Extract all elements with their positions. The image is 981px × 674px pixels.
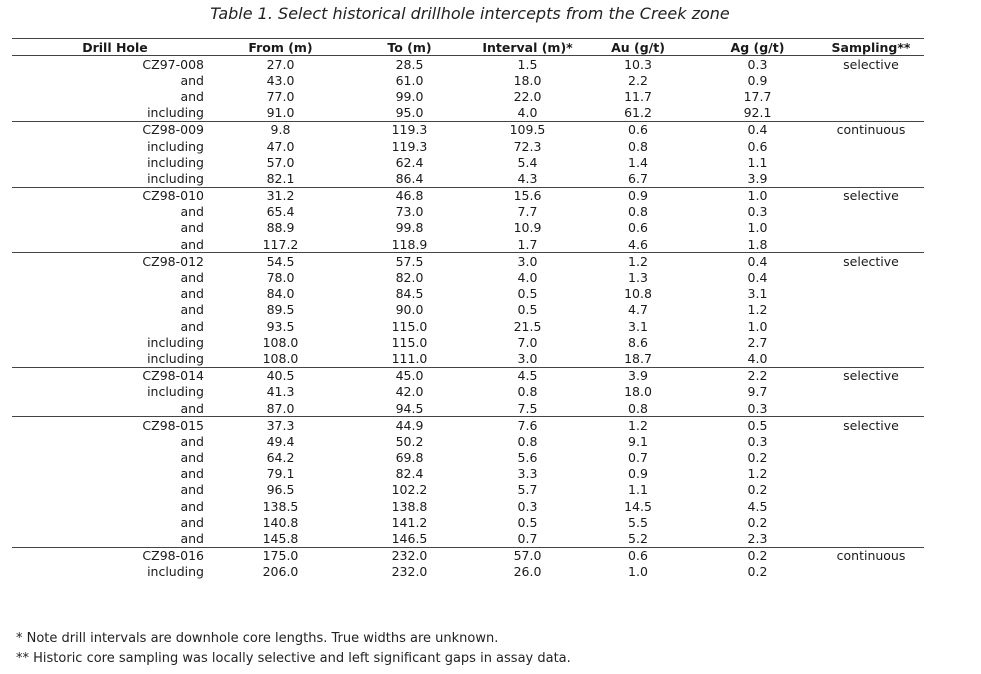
cell-au: 0.6 xyxy=(628,548,648,564)
cell-interval: 26.0 xyxy=(513,564,542,580)
cell-from: 40.5 xyxy=(266,368,295,384)
cell-ag: 0.9 xyxy=(747,72,768,88)
cell-ag: 0.4 xyxy=(747,253,768,269)
cell-ag: 0.3 xyxy=(747,204,768,220)
cell-ag: 2.2 xyxy=(747,368,768,384)
cell-sampling: selective xyxy=(843,368,899,384)
col-header-from: From (m) xyxy=(218,39,343,56)
cell-ag: 9.7 xyxy=(747,384,768,400)
cell-interval: 7.0 xyxy=(517,334,538,350)
cell-ag: 1.8 xyxy=(697,236,818,253)
cell-to: 90.0 xyxy=(395,302,424,318)
cell-from: 108.0 xyxy=(218,350,343,367)
cell-from: 54.5 xyxy=(266,253,295,269)
cell-sampling xyxy=(818,286,924,302)
cell-ag: 0.3 xyxy=(697,400,818,417)
cell-interval: 5.4 xyxy=(517,154,538,170)
cell-from: 140.8 xyxy=(262,514,299,530)
cell-sampling xyxy=(818,450,924,466)
cell-from: 47.0 xyxy=(266,138,295,154)
cell-from: 57.0 xyxy=(266,154,295,170)
cell-sampling: continuous xyxy=(836,548,906,564)
cell-au: 1.0 xyxy=(628,564,648,580)
cell-drill-hole: including xyxy=(147,564,204,580)
cell-interval: 21.5 xyxy=(513,318,542,334)
cell-interval: 5.6 xyxy=(517,450,538,466)
cell-to: 86.4 xyxy=(343,170,476,187)
cell-to: 82.0 xyxy=(395,270,424,286)
cell-drill-hole: including xyxy=(12,350,218,367)
cell-au: 10.8 xyxy=(624,286,652,302)
cell-ag: 0.2 xyxy=(747,564,768,580)
table-row xyxy=(12,530,924,547)
cell-au: 1.3 xyxy=(628,270,648,286)
cell-ag: 1.2 xyxy=(747,302,768,318)
cell-ag: 17.7 xyxy=(743,88,772,104)
cell-to: 69.8 xyxy=(395,450,424,466)
cell-ag: 0.4 xyxy=(747,270,768,286)
table-row xyxy=(12,350,924,367)
table-row xyxy=(12,547,924,564)
cell-interval: 0.8 xyxy=(517,433,538,449)
cell-from: 93.5 xyxy=(266,318,295,334)
cell-to: 73.0 xyxy=(395,204,424,220)
cell-interval: 22.0 xyxy=(513,88,542,104)
table-row xyxy=(12,138,924,154)
cell-interval: 1.7 xyxy=(476,236,579,253)
cell-interval: 3.0 xyxy=(517,253,538,269)
table-caption: Table 1. Select historical drillhole intercepts from the Creek zone xyxy=(210,4,730,23)
cell-interval: 0.8 xyxy=(517,384,538,400)
cell-sampling xyxy=(818,88,924,104)
cell-to: 46.8 xyxy=(395,188,424,204)
cell-interval: 72.3 xyxy=(513,138,542,154)
cell-interval: 4.0 xyxy=(476,105,579,122)
cell-au: 2.2 xyxy=(628,72,648,88)
cell-drill-hole: CZ98-010 xyxy=(142,188,204,204)
cell-drill-hole: including xyxy=(147,384,204,400)
cell-sampling: selective xyxy=(843,56,899,72)
cell-interval: 7.6 xyxy=(517,417,538,433)
table-row xyxy=(12,154,924,170)
cell-sampling xyxy=(818,498,924,514)
cell-from: 117.2 xyxy=(218,236,343,253)
cell-interval: 7.5 xyxy=(476,400,579,417)
cell-interval: 10.9 xyxy=(513,220,542,236)
cell-au: 1.2 xyxy=(628,253,648,269)
cell-ag: 0.3 xyxy=(747,433,768,449)
cell-from: 91.0 xyxy=(218,105,343,122)
cell-sampling xyxy=(818,318,924,334)
cell-sampling: selective xyxy=(843,417,899,433)
cell-au: 6.7 xyxy=(579,170,697,187)
cell-sampling: selective xyxy=(843,253,899,269)
cell-ag: 92.1 xyxy=(697,105,818,122)
cell-drill-hole: and xyxy=(180,482,204,498)
cell-ag: 4.0 xyxy=(697,350,818,367)
cell-from: 88.9 xyxy=(266,220,295,236)
footnotes xyxy=(16,629,571,669)
cell-au: 1.4 xyxy=(628,154,648,170)
table-row xyxy=(12,56,924,73)
cell-sampling xyxy=(818,138,924,154)
table-row xyxy=(12,286,924,302)
cell-au: 1.2 xyxy=(628,417,648,433)
cell-drill-hole: including xyxy=(147,138,204,154)
cell-au: 4.6 xyxy=(579,236,697,253)
cell-ag: 0.6 xyxy=(747,138,768,154)
cell-drill-hole: and xyxy=(180,450,204,466)
table-row xyxy=(12,88,924,104)
cell-drill-hole: and xyxy=(180,286,204,302)
cell-interval: 5.7 xyxy=(517,482,538,498)
cell-interval: 0.5 xyxy=(517,286,538,302)
cell-ag: 1.0 xyxy=(747,318,768,334)
cell-to: 99.8 xyxy=(395,220,424,236)
cell-sampling xyxy=(818,400,924,417)
cell-to: 94.5 xyxy=(343,400,476,417)
cell-to: 82.4 xyxy=(395,466,424,482)
cell-ag: 0.2 xyxy=(747,514,768,530)
cell-drill-hole: and xyxy=(180,433,204,449)
cell-drill-hole: and xyxy=(180,270,204,286)
cell-from: 145.8 xyxy=(218,530,343,547)
footnote-interval: * Note drill intervals are downhole core lengths. True widths are unknown. xyxy=(16,631,499,646)
cell-sampling xyxy=(818,204,924,220)
table-row xyxy=(12,564,924,580)
cell-au: 18.7 xyxy=(579,350,697,367)
cell-to: 115.0 xyxy=(391,334,428,350)
cell-to: 115.0 xyxy=(391,318,428,334)
table-row xyxy=(12,105,924,122)
cell-drill-hole: and xyxy=(180,220,204,236)
cell-drill-hole: and xyxy=(180,318,204,334)
cell-ag: 0.2 xyxy=(747,450,768,466)
table-row xyxy=(12,220,924,236)
cell-drill-hole: CZ98-014 xyxy=(142,368,204,384)
cell-au: 0.9 xyxy=(628,188,648,204)
cell-ag: 0.2 xyxy=(747,482,768,498)
cell-au: 18.0 xyxy=(624,384,652,400)
col-header-to: To (m) xyxy=(343,39,476,56)
cell-from: 206.0 xyxy=(262,564,299,580)
cell-to: 44.9 xyxy=(395,417,424,433)
cell-sampling xyxy=(818,384,924,400)
cell-ag: 2.7 xyxy=(747,334,768,350)
cell-from: 82.1 xyxy=(218,170,343,187)
cell-to: 61.0 xyxy=(395,72,424,88)
cell-to: 119.3 xyxy=(391,122,428,138)
cell-to: 99.0 xyxy=(395,88,424,104)
table-row xyxy=(12,318,924,334)
cell-to: 138.8 xyxy=(391,498,428,514)
table-row xyxy=(12,450,924,466)
cell-interval: 3.3 xyxy=(517,466,538,482)
cell-to: 84.5 xyxy=(395,286,424,302)
cell-interval: 0.5 xyxy=(517,302,538,318)
cell-sampling xyxy=(818,482,924,498)
table-row xyxy=(12,466,924,482)
table-row xyxy=(12,384,924,400)
table-row xyxy=(12,269,924,285)
cell-ag: 3.9 xyxy=(697,170,818,187)
cell-from: 78.0 xyxy=(266,270,295,286)
cell-sampling xyxy=(818,433,924,449)
table-row xyxy=(12,334,924,350)
cell-from: 96.5 xyxy=(266,482,295,498)
cell-drill-hole: CZ98-016 xyxy=(142,548,204,564)
cell-sampling xyxy=(818,154,924,170)
cell-drill-hole: and xyxy=(180,498,204,514)
cell-ag: 0.3 xyxy=(747,56,768,72)
cell-drill-hole: and xyxy=(12,236,218,253)
cell-au: 0.6 xyxy=(628,220,648,236)
cell-sampling xyxy=(818,170,924,187)
table-row xyxy=(12,514,924,530)
cell-drill-hole: and xyxy=(180,88,204,104)
table-row xyxy=(12,187,924,204)
table-row xyxy=(12,72,924,88)
cell-ag: 3.1 xyxy=(747,286,768,302)
cell-from: 89.5 xyxy=(266,302,295,318)
cell-to: 45.0 xyxy=(395,368,424,384)
table-row xyxy=(12,170,924,187)
table-row xyxy=(12,367,924,384)
cell-sampling xyxy=(818,350,924,367)
table-row xyxy=(12,400,924,417)
cell-ag: 0.4 xyxy=(747,122,768,138)
cell-au: 10.3 xyxy=(624,56,652,72)
cell-from: 65.4 xyxy=(266,204,295,220)
cell-drill-hole: and xyxy=(180,514,204,530)
cell-drill-hole: and xyxy=(180,302,204,318)
header-row xyxy=(12,39,924,56)
cell-sampling xyxy=(818,236,924,253)
cell-interval: 0.7 xyxy=(476,530,579,547)
cell-to: 102.2 xyxy=(391,482,428,498)
cell-au: 8.6 xyxy=(628,334,648,350)
cell-ag: 4.5 xyxy=(747,498,768,514)
cell-ag: 0.5 xyxy=(747,417,768,433)
cell-to: 28.5 xyxy=(395,56,424,72)
cell-ag: 0.2 xyxy=(747,548,768,564)
cell-au: 0.8 xyxy=(628,204,648,220)
cell-sampling xyxy=(818,72,924,88)
cell-drill-hole: and xyxy=(180,466,204,482)
cell-ag: 2.3 xyxy=(697,530,818,547)
cell-to: 146.5 xyxy=(343,530,476,547)
cell-to: 42.0 xyxy=(395,384,424,400)
cell-au: 3.1 xyxy=(628,318,648,334)
cell-au: 0.8 xyxy=(628,138,648,154)
table-row xyxy=(12,236,924,253)
cell-ag: 1.0 xyxy=(747,220,768,236)
cell-sampling: selective xyxy=(843,188,899,204)
cell-sampling xyxy=(818,105,924,122)
cell-au: 9.1 xyxy=(628,433,648,449)
col-header-ag: Ag (g/t) xyxy=(697,39,818,56)
cell-au: 0.6 xyxy=(628,122,648,138)
table-row xyxy=(12,204,924,220)
cell-ag: 1.1 xyxy=(747,154,768,170)
cell-sampling xyxy=(818,220,924,236)
cell-interval: 57.0 xyxy=(513,548,542,564)
cell-to: 232.0 xyxy=(391,564,428,580)
table-row xyxy=(12,302,924,318)
cell-drill-hole: including xyxy=(12,170,218,187)
cell-to: 119.3 xyxy=(391,138,428,154)
cell-sampling xyxy=(818,302,924,318)
cell-au: 0.8 xyxy=(579,400,697,417)
cell-to: 232.0 xyxy=(391,548,428,564)
cell-from: 138.5 xyxy=(262,498,299,514)
table-row xyxy=(12,482,924,498)
col-header-au: Au (g/t) xyxy=(579,39,697,56)
cell-to: 57.5 xyxy=(395,253,424,269)
cell-drill-hole: and xyxy=(180,72,204,88)
footnote-sampling: ** Historic core sampling was locally selective and left significant gaps in assay data. xyxy=(16,651,571,666)
cell-from: 77.0 xyxy=(266,88,295,104)
cell-au: 1.1 xyxy=(628,482,648,498)
cell-from: 31.2 xyxy=(266,188,295,204)
cell-from: 41.3 xyxy=(266,384,295,400)
cell-ag: 1.2 xyxy=(747,466,768,482)
cell-sampling: continuous xyxy=(836,122,906,138)
cell-to: 95.0 xyxy=(343,105,476,122)
cell-drill-hole: and xyxy=(12,400,218,417)
cell-au: 14.5 xyxy=(624,498,652,514)
cell-drill-hole: CZ98-015 xyxy=(142,417,204,433)
cell-from: 79.1 xyxy=(266,466,295,482)
cell-drill-hole: including xyxy=(147,154,204,170)
cell-interval: 3.0 xyxy=(476,350,579,367)
cell-interval: 1.5 xyxy=(517,56,538,72)
table-row xyxy=(12,417,924,434)
cell-to: 111.0 xyxy=(343,350,476,367)
cell-au: 4.7 xyxy=(628,302,648,318)
cell-drill-hole: CZ98-009 xyxy=(142,122,204,138)
cell-interval: 18.0 xyxy=(513,72,542,88)
cell-interval: 0.5 xyxy=(517,514,538,530)
table-row xyxy=(12,253,924,270)
cell-from: 43.0 xyxy=(266,72,295,88)
cell-au: 5.2 xyxy=(579,530,697,547)
cell-drill-hole: including xyxy=(12,105,218,122)
cell-from: 64.2 xyxy=(266,450,295,466)
col-header-interval: Interval (m)* xyxy=(476,39,579,56)
cell-interval: 4.5 xyxy=(517,368,538,384)
col-header-drill-hole: Drill Hole xyxy=(12,39,218,56)
table-row xyxy=(12,121,924,138)
cell-drill-hole: and xyxy=(12,530,218,547)
cell-from: 87.0 xyxy=(218,400,343,417)
cell-from: 84.0 xyxy=(266,286,295,302)
cell-au: 0.9 xyxy=(628,466,648,482)
cell-from: 175.0 xyxy=(262,548,299,564)
intercepts-table xyxy=(12,38,924,580)
cell-drill-hole: including xyxy=(147,334,204,350)
cell-from: 9.8 xyxy=(270,122,291,138)
table-row xyxy=(12,433,924,449)
cell-drill-hole: and xyxy=(180,204,204,220)
cell-to: 141.2 xyxy=(391,514,428,530)
cell-sampling xyxy=(818,466,924,482)
cell-from: 37.3 xyxy=(266,417,295,433)
cell-sampling xyxy=(818,530,924,547)
cell-interval: 7.7 xyxy=(517,204,538,220)
cell-from: 49.4 xyxy=(266,433,295,449)
cell-drill-hole: CZ97-008 xyxy=(142,56,204,72)
cell-au: 11.7 xyxy=(624,88,652,104)
cell-sampling xyxy=(818,514,924,530)
cell-interval: 15.6 xyxy=(513,188,542,204)
cell-au: 3.9 xyxy=(628,368,648,384)
cell-interval: 0.3 xyxy=(517,498,538,514)
cell-interval: 4.0 xyxy=(517,270,538,286)
cell-interval: 4.3 xyxy=(476,170,579,187)
cell-au: 0.7 xyxy=(628,450,648,466)
table-row xyxy=(12,498,924,514)
cell-drill-hole: CZ98-012 xyxy=(142,253,204,269)
cell-sampling xyxy=(818,564,924,580)
cell-au: 61.2 xyxy=(579,105,697,122)
cell-from: 108.0 xyxy=(262,334,299,350)
cell-to: 118.9 xyxy=(343,236,476,253)
col-header-sampling: Sampling** xyxy=(818,39,924,56)
cell-au: 5.5 xyxy=(628,514,648,530)
cell-to: 62.4 xyxy=(395,154,424,170)
cell-from: 27.0 xyxy=(266,56,295,72)
table-body xyxy=(12,56,924,581)
cell-to: 50.2 xyxy=(395,433,424,449)
cell-ag: 1.0 xyxy=(747,188,768,204)
cell-sampling xyxy=(818,334,924,350)
cell-interval: 109.5 xyxy=(509,122,546,138)
cell-sampling xyxy=(818,269,924,285)
